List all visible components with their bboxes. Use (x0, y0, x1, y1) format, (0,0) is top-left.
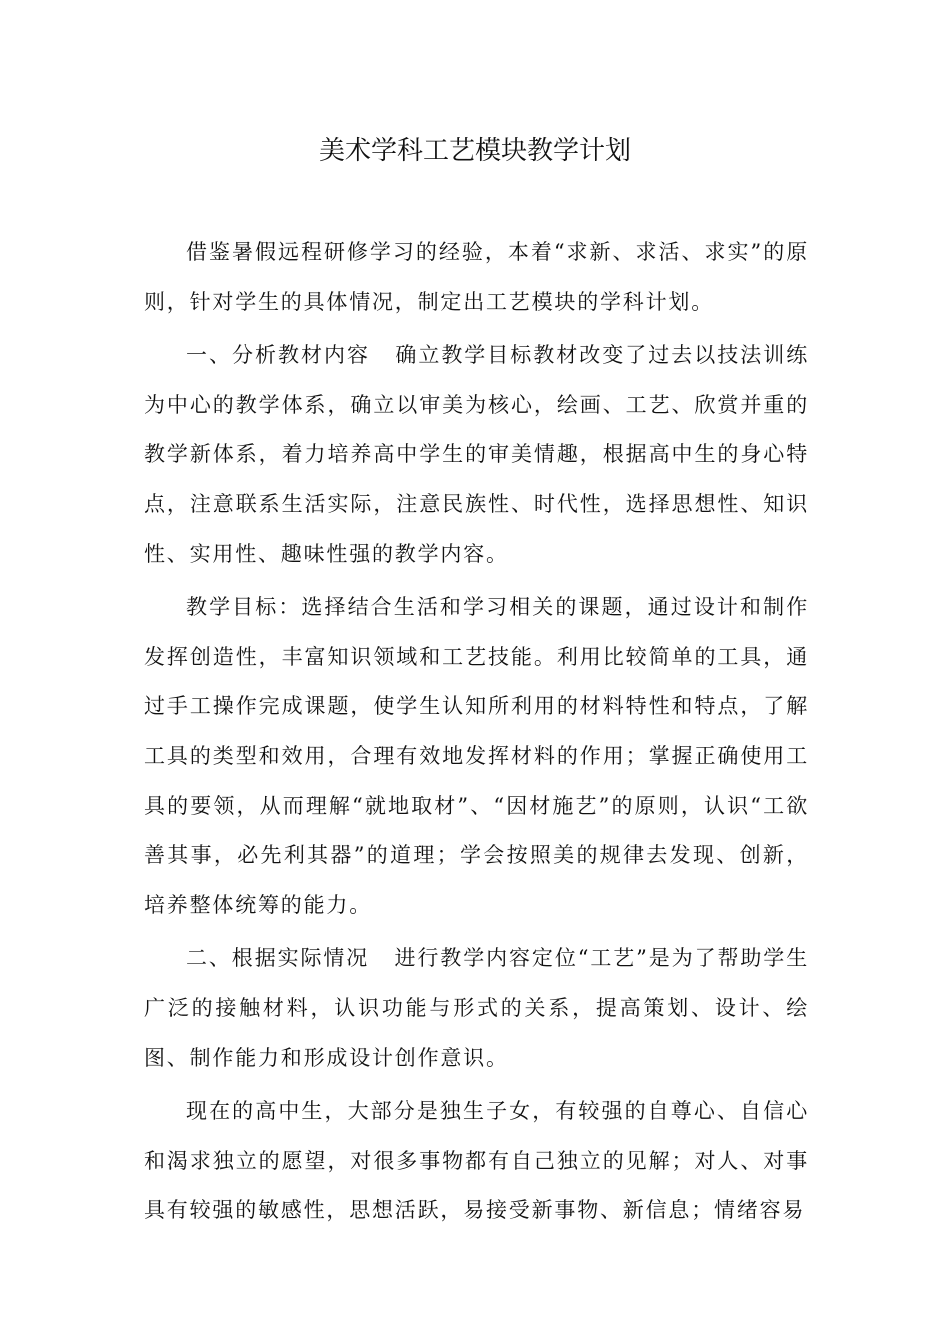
section-heading: 一、分析教材内容 (186, 342, 370, 367)
section-heading: 二、根据实际情况 (186, 946, 370, 971)
paragraph-text: 借鉴暑假远程研修学习的经验，本着“求新、求活、求实”的原则，针对学生的具体情况，制定出工艺模块的学科计划。 (144, 240, 809, 314)
paragraph-text: 进行教学内容定位“工艺”是为了帮助学生广泛的接触材料，认识功能与形式的关系，提高策划、设计、绘图、制作能力和形成设计创作意识。 (144, 946, 810, 1070)
paragraph-text: 教学目标：选择结合生活和学习相关的课题，通过设计和制作发挥创造性，丰富知识领域和工艺技能。利用比较简单的工具，通过手工操作完成课题，使学生认知所利用的材料特性和特点，了解工具的类型和效用，合理有效地发挥材料的作用；掌握正确使用工具的要领，从而理解“就地取材”、“因材施艺”的原则，认识“工欲善其事，必先利其器”的道理；学会按照美的规律去发现、创新，培养整体统筹的能力。 (144, 594, 809, 918)
document-title: 美术学科工艺模块教学计划 (318, 136, 631, 166)
paragraph-intro (144, 228, 809, 327)
paragraph-text: 现在的高中生，大部分是独生子女，有较强的自尊心、自信心和渴求独立的愿望，对很多事物都有自己独立的见解；对人、对事具有较强的敏感性，思想活跃，易接受新事物、新信息；情绪容易 (144, 1098, 809, 1223)
paragraph-text: 确立教学目标教材改变了过去以技法训练为中心的教学体系，确立以审美为核心，绘画、工艺、欣赏并重的教学新体系，着力培养高中学生的审美情趣，根据高中生的身心特点，注意联系生活实际，注意民族性、时代性，选择思想性、知识性、实用性、趣味性强的教学内容。 (144, 342, 810, 566)
paragraph-section-two (144, 934, 809, 1083)
paragraph-section-one (144, 331, 809, 580)
paragraph-teaching-goals (144, 583, 809, 931)
paragraph-students (144, 1087, 809, 1236)
document-body (144, 228, 809, 1236)
